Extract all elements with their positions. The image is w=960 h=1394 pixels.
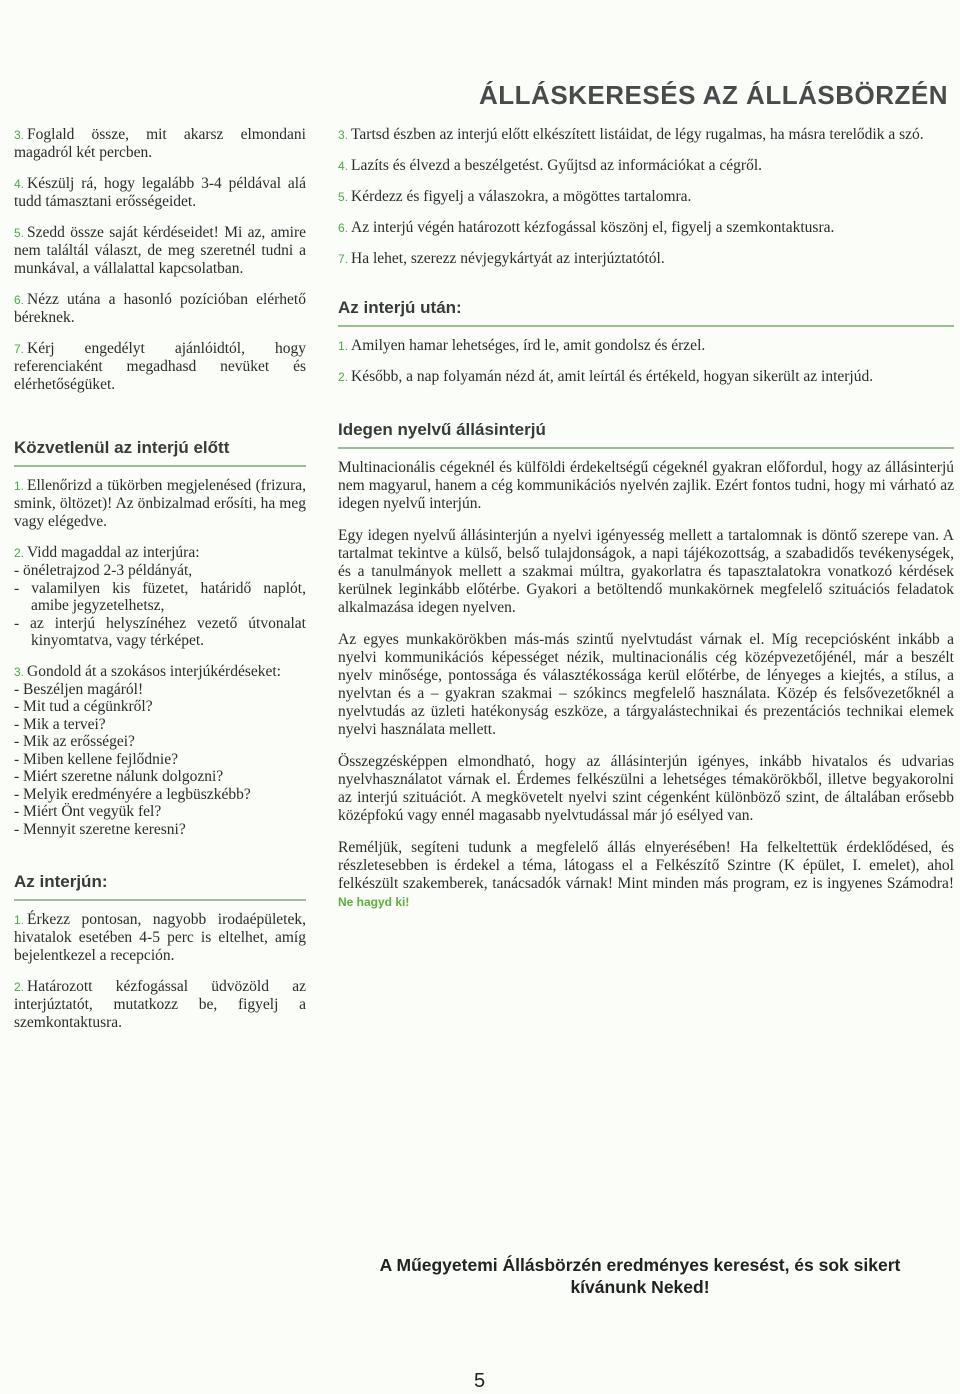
bullet-item: - Miért Önt vegyük fel? (14, 803, 162, 820)
item-text: Kérj engedélyt ajánlóidtól, hogy referenciaként megadhasd nevüket és elérhetőségüket. (14, 340, 306, 393)
bullet-item: - Beszéljen magáról! (14, 680, 144, 698)
highlight-text: Ne hagyd ki! (338, 895, 410, 909)
item-text: Tartsd észben az interjú előtt elkészített listáidat, de légy rugalmas, ha másra terelődik a szó. (351, 126, 924, 143)
bullet-item: - önéletrajzod 2-3 példányát, (14, 562, 193, 579)
item-text: Nézz utána a hasonló pozícióban elérhető béreknek. (14, 291, 306, 326)
right-column (338, 126, 954, 925)
page-title: ÁLLÁSKERESÉS AZ ÁLLÁSBÖRZÉN (479, 80, 948, 110)
bullet-item: - Mit tud a cégünkről? (14, 698, 153, 715)
list-item (14, 978, 306, 1032)
closing-message: A Műegyetemi Állásbörzén eredményes keresést, és sok sikert kívánunk Neked! (379, 1255, 901, 1297)
bullet-list (14, 562, 306, 650)
bullet-item: - Melyik eredményére a legbüszkébb? (14, 785, 251, 803)
item-text: Később, a nap folyamán nézd át, amit leírtál és értékeld, hogyan sikerült az interjúd. (351, 368, 874, 385)
item-number: 1. (14, 479, 25, 493)
list-item (338, 337, 954, 355)
list-item (338, 250, 954, 268)
item-number: 2. (338, 370, 349, 384)
item-text: Vidd magaddal az interjúra: (27, 544, 200, 561)
item-text: Ellenőrizd a tükörben megjelenésed (frizura, smink, öltözet)! Az önbizalmad erősíti, ha meg vagy elégedve. (14, 477, 306, 530)
item-number: 5. (14, 226, 25, 240)
list-item (14, 544, 306, 650)
paragraph-text: Reméljük, segíteni tudunk a megfelelő állás elnyerésében! Ha felkeltettük érdeklődésed, és részletesebben is érdekel a téma, látogass el a Felkészítő Szintre (K épület, I. emelet), ahol felkészült szakemberek, tanácsadók várnak! Mint minden más program, ez is ingyenes Számodra! (338, 839, 954, 892)
list-item (338, 219, 954, 237)
item-number: 2. (14, 546, 25, 560)
item-text: Érkezz pontosan, nagyobb irodaépületek, hivatalok esetében 4-5 perc is eltelhet, amíg bejelentkezel a recepción. (14, 911, 306, 964)
list-item (14, 224, 306, 278)
section-heading-foreign-language: Idegen nyelvű állásinterjú (338, 420, 954, 449)
item-number: 1. (338, 339, 349, 353)
bullet-item: - Miben kellene fejlődnie? (14, 750, 178, 768)
item-text: Amilyen hamar lehetséges, írd le, amit gondolsz és érzel. (351, 337, 706, 354)
section-heading-before-interview: Közvetlenül az interjú előtt (14, 438, 306, 467)
bullet-item: - valamilyen kis füzetet, határidő naplót, amibe jegyzetelhetsz, (14, 579, 306, 614)
bullet-item: - az interjú helyszínéhez vezető útvonalat kinyomtatva, vagy térképet. (14, 614, 306, 649)
bullet-item: - Mennyit szeretne keresni? (14, 820, 186, 838)
item-number: 7. (338, 252, 349, 266)
item-number: 2. (14, 980, 25, 994)
list-item (338, 368, 954, 386)
item-text: Készülj rá, hogy legalább 3-4 példával alá tudd támasztani erősségeidet. (14, 175, 306, 210)
item-number: 3. (14, 664, 25, 679)
item-text: Lazíts és élvezd a beszélgetést. Gyűjtsd az információkat a cégről. (351, 157, 763, 174)
paragraph: Az egyes munkakörökben más-más szintű nyelvtudást várnak el. Míg recepciósként inkább a nyelvi kommunikációs képességet nézik, multinacionális cég középvezetőjénél, már a beszélt nyelv minősége, pontossága és választékossága kerül előtérbe, de lényeges a kiejtés, a stílus, a nyelvtan és a – gyakran szakmai – szókincs megfelelő használata. Közép és felsővezetőknél a nyelvtudás az üzleti hatékonyság eszköze, a tárgyalástechnikai és prezentációs technikai elemek nyelvi használata mellett. (338, 631, 954, 738)
item-text: Gondold át a szokásos interjúkérdéseket: (27, 662, 281, 680)
list-item (14, 477, 306, 531)
section-heading-after-interview: Az interjú után: (338, 298, 954, 327)
left-column (14, 126, 306, 1045)
list-item (338, 126, 954, 144)
paragraph: Multinacionális cégeknél és külföldi érdekeltségű cégeknél gyakran előfordul, hogy az állásinterjú nem magyarul, hanem a cég kommunikációs nyelvén zajlik. Ezért fontos tudni, hogy mi várható az idegen nyelvű interjún. (338, 459, 954, 512)
item-number: 3. (14, 128, 25, 142)
bullet-item: - Miért szeretne nálunk dolgozni? (14, 768, 224, 785)
bullet-item: - Mik az erősségei? (14, 733, 135, 750)
list-item (338, 188, 954, 206)
section-heading-at-interview: Az interjún: (14, 872, 306, 901)
item-text: Az interjú végén határozott kézfogással köszönj el, figyelj a szemkontaktusra. (351, 219, 835, 236)
item-number: 7. (14, 342, 25, 356)
item-text: Ha lehet, szerezz névjegykártyát az interjúztatótól. (351, 250, 665, 267)
item-number: 6. (338, 221, 349, 235)
list-item (14, 126, 306, 162)
item-text: Foglald össze, mit akarsz elmondani magadról két percben. (14, 126, 306, 161)
item-text: Határozott kézfogással üdvözöld az interjúztatót, mutatkozz be, figyelj a szemkontaktusra. (14, 978, 306, 1031)
bullet-list (14, 681, 306, 839)
closing-paragraph (338, 839, 954, 911)
item-number: 3. (338, 128, 349, 142)
list-item (338, 157, 954, 175)
item-text: Szedd össze saját kérdéseidet! Mi az, amire nem találtál választ, de meg szeretnél tudni a munkával, a vállalattal kapcsolatban. (14, 224, 306, 277)
list-item (14, 175, 306, 211)
list-item (14, 340, 306, 394)
paragraph: Egy idegen nyelvű állásinterjún a nyelvi igényesség mellett a tartalomnak is döntő szerepe van. A tartalmat tekintve a külső, belső tulajdonságok, a napi tájékozottság, a szabadidős tevékenységek, és a tanulmányok mellett a szakmai múltra, gyakorlatra és tapasztalatokra vonatkozó kérdések kerülnek leginkább előtérbe. Gyakori a betöltendő munkakörnek megfelelő szituációs feladatok alkalmazása idegen nyelven. (338, 527, 954, 616)
list-item (14, 663, 306, 839)
item-text: Kérdezz és figyelj a válaszokra, a mögöttes tartalomra. (351, 188, 692, 205)
list-item (14, 911, 306, 965)
bullet-item: - Mik a tervei? (14, 715, 106, 733)
item-number: 1. (14, 913, 25, 927)
item-number: 4. (338, 159, 349, 173)
item-number: 4. (14, 177, 25, 191)
list-item (14, 291, 306, 327)
page-number: 5 (474, 1370, 486, 1392)
item-number: 5. (338, 190, 349, 204)
paragraph: Összegzésképpen elmondható, hogy az állásinterjún igényes, inkább hivatalos és udvarias nyelvhasználatot várnak el. Érdemes felkészülni a lehetséges témakörökből, illetve begyakorolni az interjú szituációt. A megkövetelt nyelvi szint cégenként különböző szint, de általában erősebb középfokú vagy ennél magasabb nyelvtudással már jó esélyed van. (338, 753, 954, 824)
item-number: 6. (14, 293, 25, 307)
